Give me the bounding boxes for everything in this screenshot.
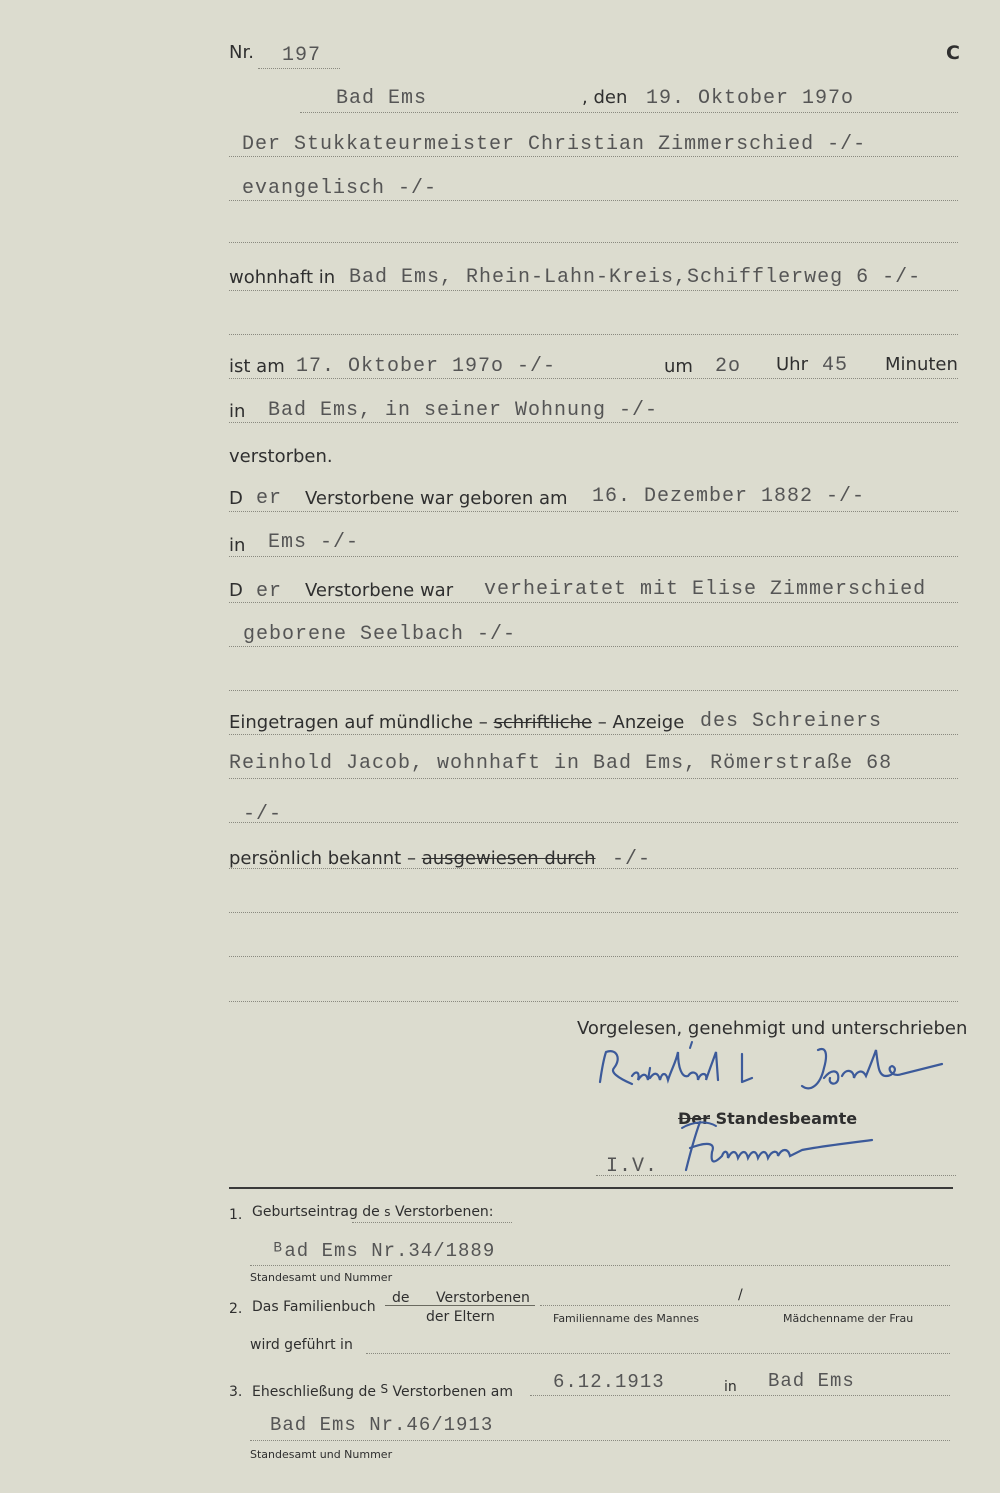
item3-label-a: Eheschließung de [252, 1384, 376, 1400]
registration-label-b: – Anzeige [597, 712, 685, 733]
rule-10 [229, 602, 958, 603]
rule-1 [229, 156, 958, 157]
birth-in-label: in [229, 535, 246, 556]
item3-value-line [250, 1440, 950, 1441]
nr-line [258, 68, 340, 69]
item2-slash: / [738, 1287, 743, 1303]
item2-num: 2. [229, 1301, 243, 1317]
death-place: Bad Ems, in seiner Wohnung -/- [268, 399, 659, 422]
minuten-label: Minuten [885, 354, 958, 375]
item2-eltern: der Eltern [426, 1309, 495, 1325]
item2-wird-line [366, 1353, 950, 1354]
item2-caption-wife: Mädchenname der Frau [783, 1312, 914, 1325]
item1-num: 1. [229, 1207, 243, 1223]
header-date: 19. Oktober 197o [646, 87, 855, 110]
rule-14 [229, 778, 958, 779]
registration-line-1: des Schreiners [700, 710, 883, 733]
birth-place: Ems -/- [268, 531, 360, 554]
registration-line-2: Reinhold Jacob, wohnhaft in Bad Ems, Römerstraße 68 [229, 752, 893, 775]
rule-3 [229, 242, 958, 243]
rule-13 [229, 734, 958, 735]
corner-letter: C [946, 42, 960, 64]
nr-label: Nr. [229, 42, 254, 63]
official-signature [672, 1118, 882, 1176]
known-label [229, 848, 596, 869]
item3-num: 3. [229, 1384, 243, 1400]
item1-s: s [384, 1205, 391, 1219]
rule-17 [229, 912, 958, 913]
rule-9 [229, 556, 958, 557]
registration-label [229, 712, 684, 733]
registration-label-a: Eingetragen auf mündliche – [229, 712, 488, 733]
rule-16 [229, 868, 958, 869]
item3-value: Bad Ems Nr.46/1913 [270, 1414, 494, 1436]
rule-8 [229, 511, 958, 512]
birth-d-label: D [229, 488, 243, 509]
item3-place: Bad Ems [768, 1370, 855, 1392]
registration-label-strike: schriftliche [493, 712, 593, 733]
item3-date-line [530, 1395, 950, 1396]
birth-label: Verstorbene war geboren am [305, 488, 568, 509]
rule-19 [229, 1001, 958, 1002]
item2-fraction-line [385, 1305, 535, 1306]
official-strike: Der [678, 1109, 711, 1128]
item3-s: S [380, 1382, 389, 1396]
death-date-label: ist am [229, 356, 285, 377]
item2-caption-husband: Familienname des Mannes [553, 1312, 700, 1325]
rule-5 [229, 334, 958, 335]
official-label-text: Standesbeamte [715, 1109, 858, 1128]
item3-date: 6.12.1913 [553, 1371, 665, 1393]
item1-value-line [250, 1265, 950, 1266]
item2-wird: wird geführt in [250, 1337, 353, 1353]
item2-verstorbenen: Verstorbenen [436, 1290, 530, 1306]
item1-caption: Standesamt und Nummer [250, 1271, 393, 1284]
verstorben-label: verstorben. [229, 446, 333, 467]
known-label-a: persönlich bekannt – [229, 848, 416, 869]
item2-names-line [540, 1305, 950, 1306]
header-line [300, 112, 958, 113]
residence-label: wohnhaft in [229, 267, 336, 288]
um-label: um [664, 356, 693, 377]
marital-d-label: D [229, 580, 243, 601]
rule-11 [229, 646, 958, 647]
rule-4 [229, 290, 958, 291]
item1-label-line [352, 1222, 512, 1223]
uhr-label: Uhr [776, 354, 808, 375]
official-signature-line [596, 1175, 956, 1176]
item1-label [252, 1204, 494, 1220]
item3-caption: Standesamt und Nummer [250, 1448, 393, 1461]
death-hour: 2o [715, 355, 742, 378]
deceased-line-1: Der Stukkateurmeister Christian Zimmerschied -/- [242, 133, 867, 156]
marital-label: Verstorbene war [305, 580, 454, 601]
deceased-line-2: evangelisch -/- [242, 177, 438, 200]
rule-6 [229, 378, 958, 379]
registration-line-3: -/- [243, 803, 283, 826]
rule-2 [229, 200, 958, 201]
residence-value: Bad Ems, Rhein-Lahn-Kreis,Schifflerweg 6 -/- [349, 266, 922, 289]
marital-er: er [256, 580, 283, 603]
known-label-strike: ausgewiesen durch [421, 848, 596, 869]
item3-label-b: Verstorbenen am [392, 1384, 514, 1400]
marital-line-2: geborene Seelbach -/- [243, 623, 517, 646]
birth-date: 16. Dezember 1882 -/- [592, 485, 866, 508]
item1-label-a: Geburtseintrag de [252, 1204, 380, 1220]
iv-label: I.V. [606, 1155, 659, 1178]
item2-de: de [392, 1290, 410, 1306]
marital-line-1: verheiratet mit Elise Zimmerschied [484, 578, 927, 601]
rule-12 [229, 690, 958, 691]
death-minute: 45 [822, 354, 849, 377]
footer-separator [229, 1187, 953, 1189]
known-value: -/- [612, 848, 652, 871]
death-date: 17. Oktober 197o -/- [296, 355, 557, 378]
rule-18 [229, 956, 958, 957]
date-prefix: , den [582, 87, 628, 108]
item3-in: in [724, 1379, 737, 1395]
rule-7 [229, 422, 958, 423]
informant-signature [592, 1038, 952, 1100]
nr-value: 197 [282, 44, 322, 67]
approval-text: Vorgelesen, genehmigt und unterschrieben [577, 1018, 968, 1039]
item1-label-b: Verstorbenen: [394, 1204, 494, 1220]
place-header: Bad Ems [336, 87, 428, 110]
death-in-label: in [229, 401, 246, 422]
item3-label [252, 1382, 513, 1400]
item2-label: Das Familienbuch [252, 1299, 376, 1315]
birth-er: er [256, 487, 283, 510]
rule-15 [229, 822, 958, 823]
item1-value: ᴮad Ems Nr.34/1889 [272, 1240, 496, 1262]
